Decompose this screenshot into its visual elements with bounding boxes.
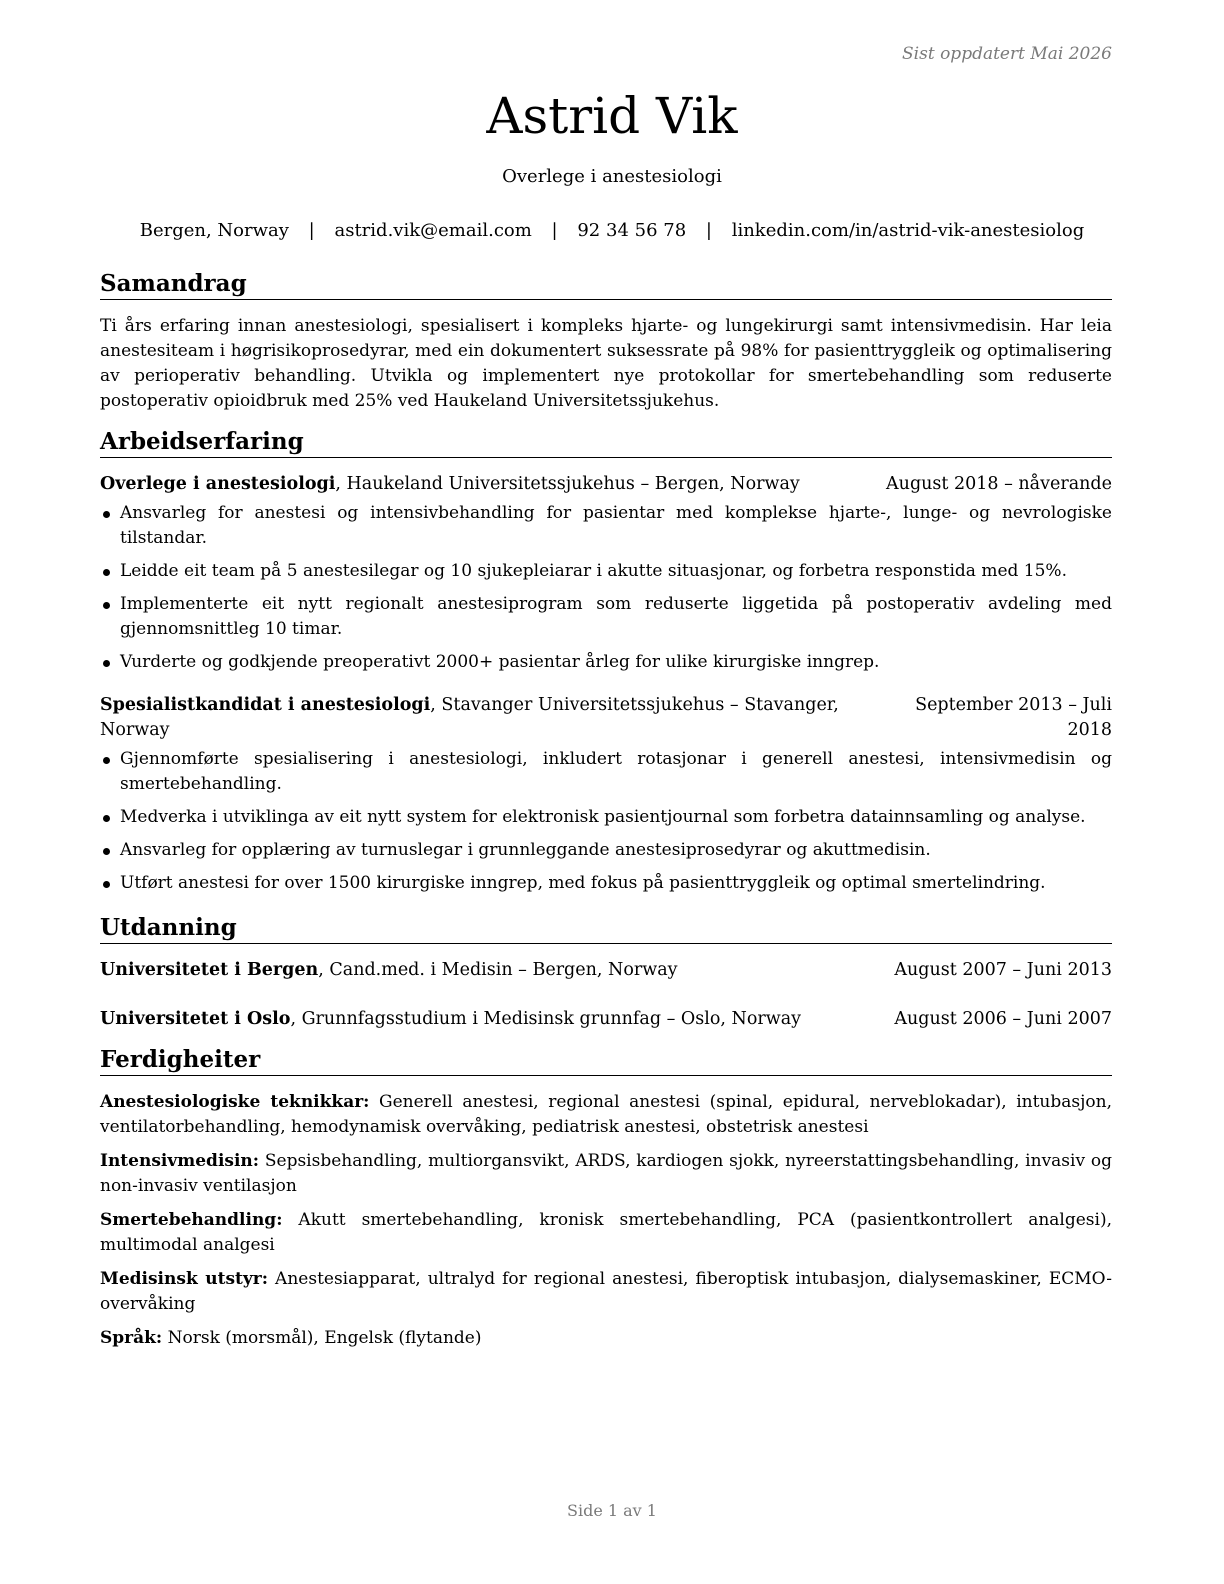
job-dates: September 2013 – Juli 2018 — [915, 695, 1112, 740]
contact-location: Bergen, Norway — [139, 220, 289, 241]
job-bullet: Implementerte eit nytt regionalt anestesiprogram som reduserte liggetida på postoperativ avdeling med gjennomsnittleg 10 timar. — [100, 592, 1112, 642]
contact-separator: | — [308, 220, 315, 241]
skill-text: Generell anestesi, regional anestesi (spinal, epidural, nerveblokadar), intubasjon, ventilatorbehandling, hemodynamisk overvåking, pediatrisk anestesi, obstetrisk anestesi — [100, 1092, 1112, 1137]
job-header — [100, 472, 1112, 497]
skill-entry — [100, 1090, 1112, 1140]
page-number: Side 1 av 1 — [567, 1501, 657, 1520]
job-bullet: Medverka i utviklinga av eit nytt system for elektronisk pasientjournal som forbetra datainnsamling og analyse. — [100, 805, 1112, 830]
section-title-education: Utdanning — [100, 914, 1112, 944]
job-employer: , Stavanger Universitetssjukehus – Stavanger, Norway — [100, 695, 839, 740]
job-bullet: Leidde eit team på 5 anestesilegar og 10 sjukepleiarar i akutte situasjonar, og forbetra responstida med 15%. — [100, 559, 1112, 584]
job-dates: August 2018 – nåverande — [886, 474, 1112, 494]
contact-line — [0, 220, 1224, 241]
job-role: Spesialistkandidat i anestesiologi — [100, 695, 431, 715]
job-bullet: Gjennomførte spesialisering i anestesiologi, inkludert rotasjonar i generell anestesi, intensivmedisin og smertebehandling. — [100, 747, 1112, 797]
summary-section — [100, 270, 1112, 414]
summary-text: Ti års erfaring innan anestesiologi, spesialisert i kompleks hjarte- og lungekirurgi samt intensivmedisin. Har leia anestesiteam i høgrisikoprosedyrar, med ein dokumentert suksessrate på 98% for pasienttryggleik og optimalisering av perioperativ behandling. Utvikla og implementert nye protokollar for smertebehandling som reduserte postoperativ opioidbruk med 25% ved Haukeland Universitetssjukehus. — [100, 316, 1112, 411]
education-detail: , Cand.med. i Medisin – Bergen, Norway — [318, 960, 678, 980]
resume-content — [100, 270, 1112, 1360]
job-header — [100, 693, 1112, 743]
skill-label: Medisinsk utstyr: — [100, 1269, 269, 1289]
job-bullets — [100, 747, 1112, 896]
skill-entry — [100, 1267, 1112, 1317]
last-updated: Sist oppdatert Mai 2026 — [902, 44, 1112, 64]
education-section — [100, 914, 1112, 1032]
skills-section — [100, 1046, 1112, 1351]
skill-label: Intensivmedisin: — [100, 1151, 260, 1171]
section-title-skills: Ferdigheiter — [100, 1046, 1112, 1076]
education-entry — [100, 958, 1112, 983]
skill-label: Språk: — [100, 1328, 163, 1348]
contact-separator: | — [551, 220, 558, 241]
contact-linkedin[interactable]: linkedin.com/in/astrid-vik-anestesiolog — [731, 220, 1085, 241]
education-dates: August 2006 – Juni 2007 — [894, 1009, 1112, 1029]
section-title-summary: Samandrag — [100, 270, 1112, 300]
job-bullet: Vurderte og godkjende preoperativt 2000+ pasientar årleg for ulike kirurgiske inngrep. — [100, 650, 1112, 675]
candidate-headline: Overlege i anestesiologi — [502, 166, 722, 187]
contact-separator: | — [705, 220, 712, 241]
job-role: Overlege i anestesiologi — [100, 474, 336, 494]
contact-phone: 92 34 56 78 — [577, 220, 687, 241]
job-entry — [100, 693, 1112, 896]
skill-entry — [100, 1326, 1112, 1351]
skill-label: Smertebehandling: — [100, 1210, 283, 1230]
education-school: Universitetet i Bergen — [100, 960, 319, 980]
job-bullet: Ansvarleg for anestesi og intensivbehandling for pasientar med komplekse hjarte-, lunge- og nevrologiske tilstandar. — [100, 501, 1112, 551]
skill-entry — [100, 1208, 1112, 1258]
candidate-name: Astrid Vik — [486, 87, 738, 145]
experience-section — [100, 428, 1112, 896]
skill-label: Anestesiologiske teknikkar: — [100, 1092, 370, 1112]
skill-text: Akutt smertebehandling, kronisk smertebehandling, PCA (pasientkontrollert analgesi), multimodal analgesi — [100, 1210, 1112, 1255]
job-entry — [100, 472, 1112, 675]
skill-text: Anestesiapparat, ultralyd for regional anestesi, fiberoptisk intubasjon, dialysemaskiner, ECMO-overvåking — [100, 1269, 1112, 1314]
contact-email[interactable]: astrid.vik@email.com — [334, 220, 532, 241]
education-entry — [100, 1007, 1112, 1032]
job-bullet: Utført anestesi for over 1500 kirurgiske inngrep, med fokus på pasienttryggleik og optimal smertelindring. — [100, 871, 1112, 896]
education-school: Universitetet i Oslo — [100, 1009, 291, 1029]
job-employer: , Haukeland Universitetssjukehus – Bergen, Norway — [335, 474, 800, 494]
section-title-experience: Arbeidserfaring — [100, 428, 1112, 458]
job-bullets — [100, 501, 1112, 675]
skill-entry — [100, 1149, 1112, 1199]
skill-text: Sepsisbehandling, multiorgansvikt, ARDS, kardiogen sjokk, nyreerstattingsbehandling, invasiv og non-invasiv ventilasjon — [100, 1151, 1112, 1196]
education-detail: , Grunnfagsstudium i Medisinsk grunnfag – Oslo, Norway — [290, 1009, 802, 1029]
job-bullet: Ansvarleg for opplæring av turnuslegar i grunnleggande anestesiprosedyrar og akuttmedisin. — [100, 838, 1112, 863]
education-dates: August 2007 – Juni 2013 — [894, 960, 1112, 980]
skill-text: Norsk (morsmål), Engelsk (flytande) — [162, 1328, 482, 1348]
